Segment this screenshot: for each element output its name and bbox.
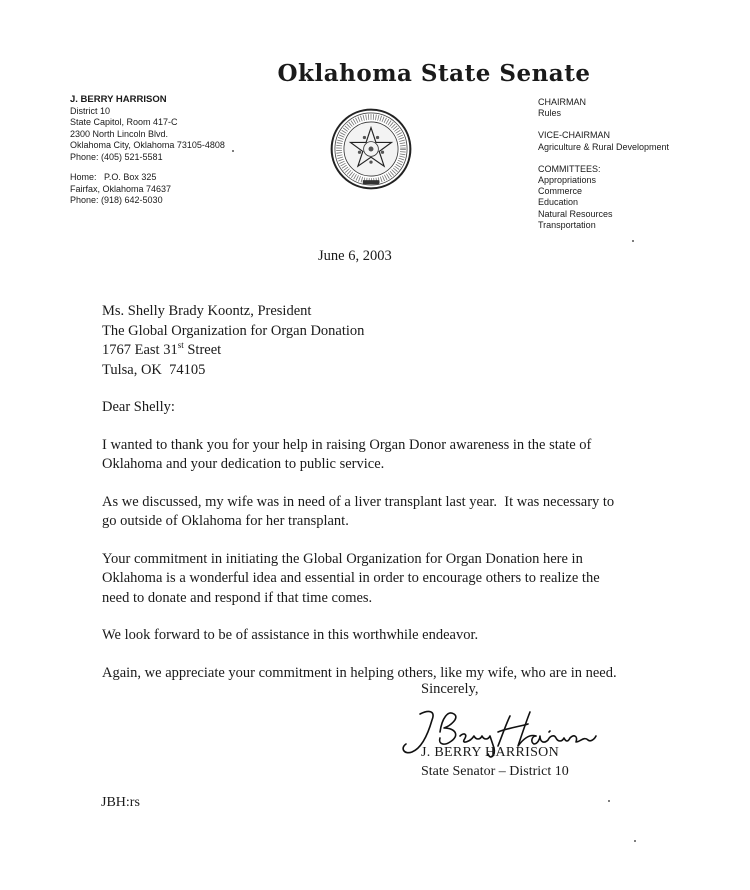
- body-paragraph: As we discussed, my wife was in need of a liver transplant last year. It was necessary to go outside of Oklahoma for her transplant.: [102, 493, 618, 529]
- letter-body: [102, 302, 622, 683]
- home-phone: Phone: (918) 642-5030: [70, 195, 163, 205]
- committees-heading: COMMITTEES:: [538, 163, 601, 174]
- vice-chairman-section: [538, 130, 669, 152]
- recipient-name: Ms. Shelly Brady Koontz, President: [102, 303, 312, 319]
- office-address-line: State Capitol, Room 417-C: [70, 117, 178, 127]
- senator-name: J. BERRY HARRISON: [70, 94, 167, 105]
- body-paragraph: Your commitment in initiating the Global Organization for Organ Donation here in Oklahoma is a wonderful idea and essential in order to encourage others to realize the need to donate and respond if that time comes.: [102, 550, 604, 606]
- home-address-line: Home: P.O. Box 325: [70, 172, 157, 182]
- office-phone: Phone: (405) 521-5581: [70, 151, 163, 162]
- reference-initials: JBH:rs: [101, 795, 140, 810]
- scan-speck: [634, 840, 636, 842]
- street-ordinal: st: [177, 340, 184, 350]
- street-number: 1767 East 31: [102, 342, 178, 358]
- committee-item: Education: [538, 197, 579, 208]
- committee-item: Natural Resources: [538, 208, 613, 219]
- chairman-heading: CHAIRMAN: [538, 97, 587, 107]
- street-suffix: Street: [183, 342, 222, 358]
- committee-roles-block: [538, 97, 669, 231]
- vice-chairman-heading: VICE-CHAIRMAN: [538, 130, 611, 141]
- scan-speck: [632, 240, 634, 242]
- committee-item: Appropriations: [538, 175, 597, 186]
- spacer: [70, 163, 225, 172]
- state-seal-icon: [330, 108, 412, 190]
- signer-title: State Senator – District 10: [421, 764, 569, 779]
- body-paragraph: Again, we appreciate your commitment in helping others, like my wife, who are in need.: [102, 664, 617, 681]
- recipient-organization: The Global Organization for Organ Donation: [102, 322, 365, 339]
- vice-chairman-value: Agriculture & Rural Development: [538, 141, 670, 152]
- signer-name: J. BERRY HARRISON: [421, 745, 559, 760]
- office-address-line: 2300 North Lincoln Blvd.: [70, 128, 169, 139]
- chairman-value: Rules: [538, 108, 562, 119]
- body-paragraph: We look forward to be of assistance in this worthwhile endeavor.: [102, 627, 479, 643]
- committee-item: Transportation: [538, 219, 596, 230]
- recipient-street: [102, 341, 622, 361]
- office-address-line: Oklahoma City, Oklahoma 73105-4808: [70, 140, 225, 150]
- committee-item: Commerce: [538, 186, 583, 197]
- home-address-line: Fairfax, Oklahoma 74637: [70, 183, 172, 194]
- scan-speck: [608, 800, 610, 802]
- salutation: Dear Shelly:: [102, 399, 175, 415]
- senator-contact-block: [70, 94, 225, 207]
- body-paragraph: I wanted to thank you for your help in raising Organ Donor awareness in the state of Oklahoma and your dedication to public service.: [102, 436, 596, 472]
- complimentary-closing: Sincerely,: [421, 681, 479, 697]
- letter-date: June 6, 2003: [318, 248, 392, 264]
- recipient-address: [102, 302, 622, 380]
- scan-speck: [232, 150, 234, 152]
- letterhead-title: Oklahoma State Senate: [277, 60, 591, 87]
- senator-district: District 10: [70, 105, 111, 116]
- recipient-city-state: Tulsa, OK 74105: [102, 361, 206, 378]
- committees-section: [538, 164, 669, 231]
- chairman-section: [538, 97, 669, 119]
